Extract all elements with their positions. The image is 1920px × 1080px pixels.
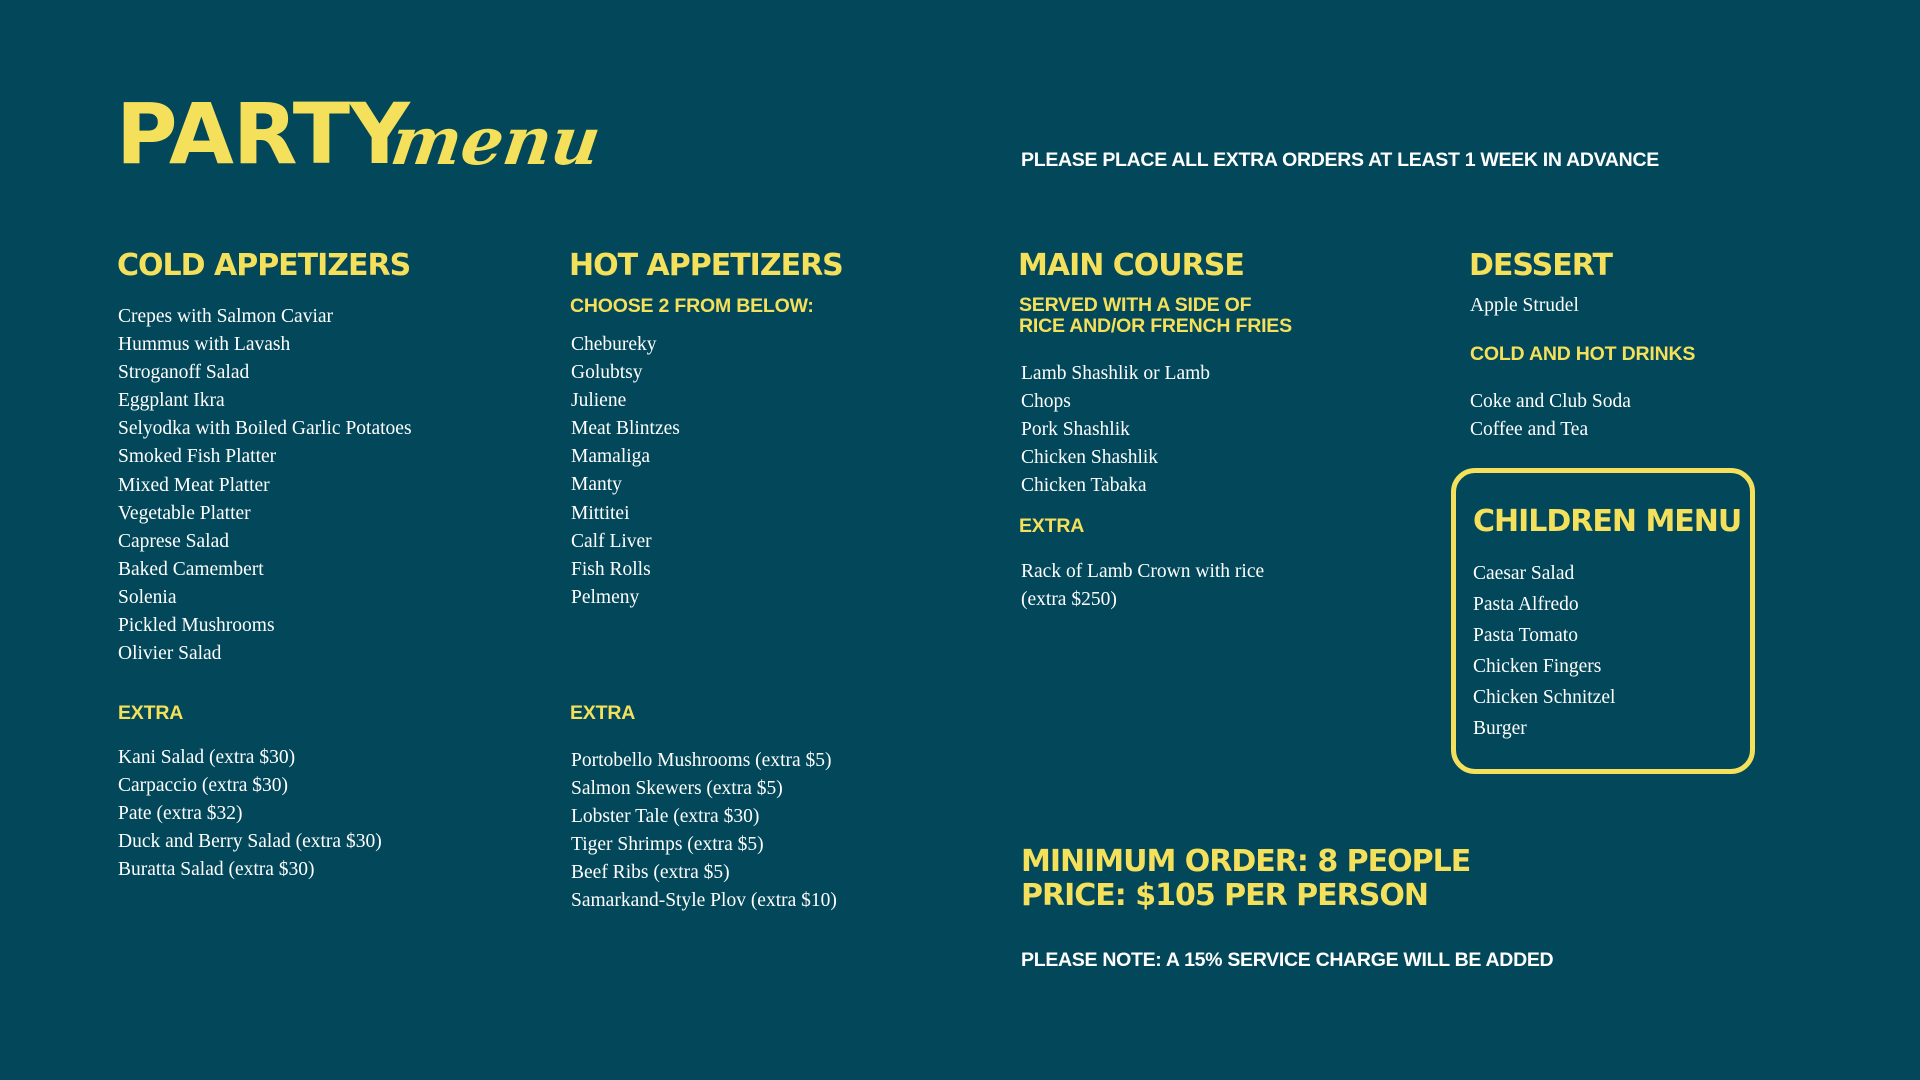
cold-extra-list bbox=[118, 744, 382, 884]
list-item: Vegetable Platter bbox=[118, 502, 251, 524]
children-menu-heading: CHILDREN MENU bbox=[1473, 504, 1742, 539]
list-item: Chebureky bbox=[571, 334, 657, 355]
main-course-heading: MAIN COURSE bbox=[1018, 248, 1244, 283]
list-item: Crepes with Salmon Caviar bbox=[118, 306, 334, 327]
list-item: Caesar Salad bbox=[1473, 563, 1575, 584]
hot-extra-list bbox=[571, 747, 837, 916]
list-item: Baked Camembert bbox=[118, 558, 264, 580]
list-item: Duck and Berry Salad (extra $30) bbox=[118, 831, 382, 853]
dessert-list bbox=[1470, 292, 1579, 320]
list-item: Coke and Club Soda bbox=[1470, 391, 1631, 412]
list-item: Golubtsy bbox=[571, 362, 643, 384]
main-course-subheading-line1: SERVED WITH A SIDE OF bbox=[1019, 294, 1252, 316]
main-course-list bbox=[1021, 360, 1210, 500]
list-item: Pasta Tomato bbox=[1473, 625, 1578, 646]
list-item: Olivier Salad bbox=[118, 643, 222, 665]
list-item: Kani Salad (extra $30) bbox=[118, 747, 296, 768]
list-item: Pasta Alfredo bbox=[1473, 594, 1579, 615]
list-item: Fish Rolls bbox=[571, 558, 651, 580]
list-item: Stroganoff Salad bbox=[118, 362, 250, 384]
list-item: Lamb Shashlik or Lamb bbox=[1021, 363, 1211, 384]
cold-extra-heading: EXTRA bbox=[118, 702, 184, 724]
main-course-subheading-line2: RICE AND/OR FRENCH FRIES bbox=[1019, 315, 1292, 337]
list-item: Solenia bbox=[118, 586, 177, 608]
list-item: Chicken Schnitzel bbox=[1473, 687, 1616, 708]
list-item: Rack of Lamb Crown with rice bbox=[1021, 561, 1265, 582]
cold-appetizers-list bbox=[118, 303, 412, 668]
list-item: Juliene bbox=[571, 390, 627, 412]
list-item: Carpaccio (extra $30) bbox=[118, 775, 288, 797]
minimum-order: MINIMUM ORDER: 8 PEOPLE bbox=[1021, 844, 1471, 879]
list-item: Buratta Salad (extra $30) bbox=[118, 859, 315, 881]
list-item: Pickled Mushrooms bbox=[118, 615, 275, 637]
list-item: Salmon Skewers (extra $5) bbox=[571, 778, 783, 800]
hot-extra-heading: EXTRA bbox=[570, 702, 636, 724]
service-charge-note: PLEASE NOTE: A 15% SERVICE CHARGE WILL BE ADDED bbox=[1021, 949, 1554, 971]
dessert-heading: DESSERT bbox=[1469, 248, 1612, 283]
list-item: Selyodka with Boiled Garlic Potatoes bbox=[118, 418, 412, 440]
list-item: Meat Blintzes bbox=[571, 418, 680, 440]
list-item: Burger bbox=[1473, 718, 1527, 739]
list-item: Beef Ribs (extra $5) bbox=[571, 862, 730, 884]
list-item: Chicken Shashlik bbox=[1021, 447, 1159, 469]
list-item: Samarkand-Style Plov (extra $10) bbox=[571, 890, 837, 912]
list-item: (extra $250) bbox=[1021, 589, 1117, 611]
list-item: Calf Liver bbox=[571, 530, 652, 552]
list-item: Tiger Shrimps (extra $5) bbox=[571, 834, 764, 856]
main-extra-list bbox=[1021, 558, 1264, 614]
list-item: Manty bbox=[571, 474, 622, 496]
hot-appetizers-heading: HOT APPETIZERS bbox=[569, 248, 843, 283]
list-item: Pelmeny bbox=[571, 586, 640, 608]
list-item: Coffee and Tea bbox=[1470, 419, 1589, 441]
page-title: PARTY bbox=[116, 85, 409, 183]
list-item: Pate (extra $32) bbox=[118, 803, 243, 825]
price-per-person: PRICE: $105 PER PERSON bbox=[1021, 878, 1428, 913]
list-item: Pork Shashlik bbox=[1021, 419, 1130, 441]
page-title-script: menu bbox=[386, 102, 606, 180]
cold-appetizers-heading: COLD APPETIZERS bbox=[117, 248, 411, 283]
list-item: Caprese Salad bbox=[118, 530, 230, 552]
list-item: Chicken Tabaka bbox=[1021, 475, 1147, 497]
list-item: Chicken Fingers bbox=[1473, 656, 1602, 677]
list-item: Smoked Fish Platter bbox=[118, 446, 277, 468]
advance-order-note: PLEASE PLACE ALL EXTRA ORDERS AT LEAST 1 WEEK IN ADVANCE bbox=[1021, 149, 1659, 171]
hot-appetizers-subheading: CHOOSE 2 FROM BELOW: bbox=[570, 295, 814, 317]
drinks-heading: COLD AND HOT DRINKS bbox=[1470, 343, 1696, 365]
list-item: Portobello Mushrooms (extra $5) bbox=[571, 750, 832, 771]
list-item: Apple Strudel bbox=[1470, 295, 1579, 316]
main-extra-heading: EXTRA bbox=[1019, 515, 1085, 537]
hot-appetizers-list bbox=[571, 331, 680, 612]
list-item: Chops bbox=[1021, 391, 1071, 413]
list-item: Mixed Meat Platter bbox=[118, 474, 270, 496]
list-item: Eggplant Ikra bbox=[118, 390, 225, 412]
list-item: Hummus with Lavash bbox=[118, 334, 291, 356]
drinks-list bbox=[1470, 388, 1631, 444]
children-menu-list bbox=[1473, 558, 1615, 744]
list-item: Lobster Tale (extra $30) bbox=[571, 806, 760, 828]
list-item: Mamaliga bbox=[571, 446, 651, 468]
list-item: Mittitei bbox=[571, 502, 630, 524]
